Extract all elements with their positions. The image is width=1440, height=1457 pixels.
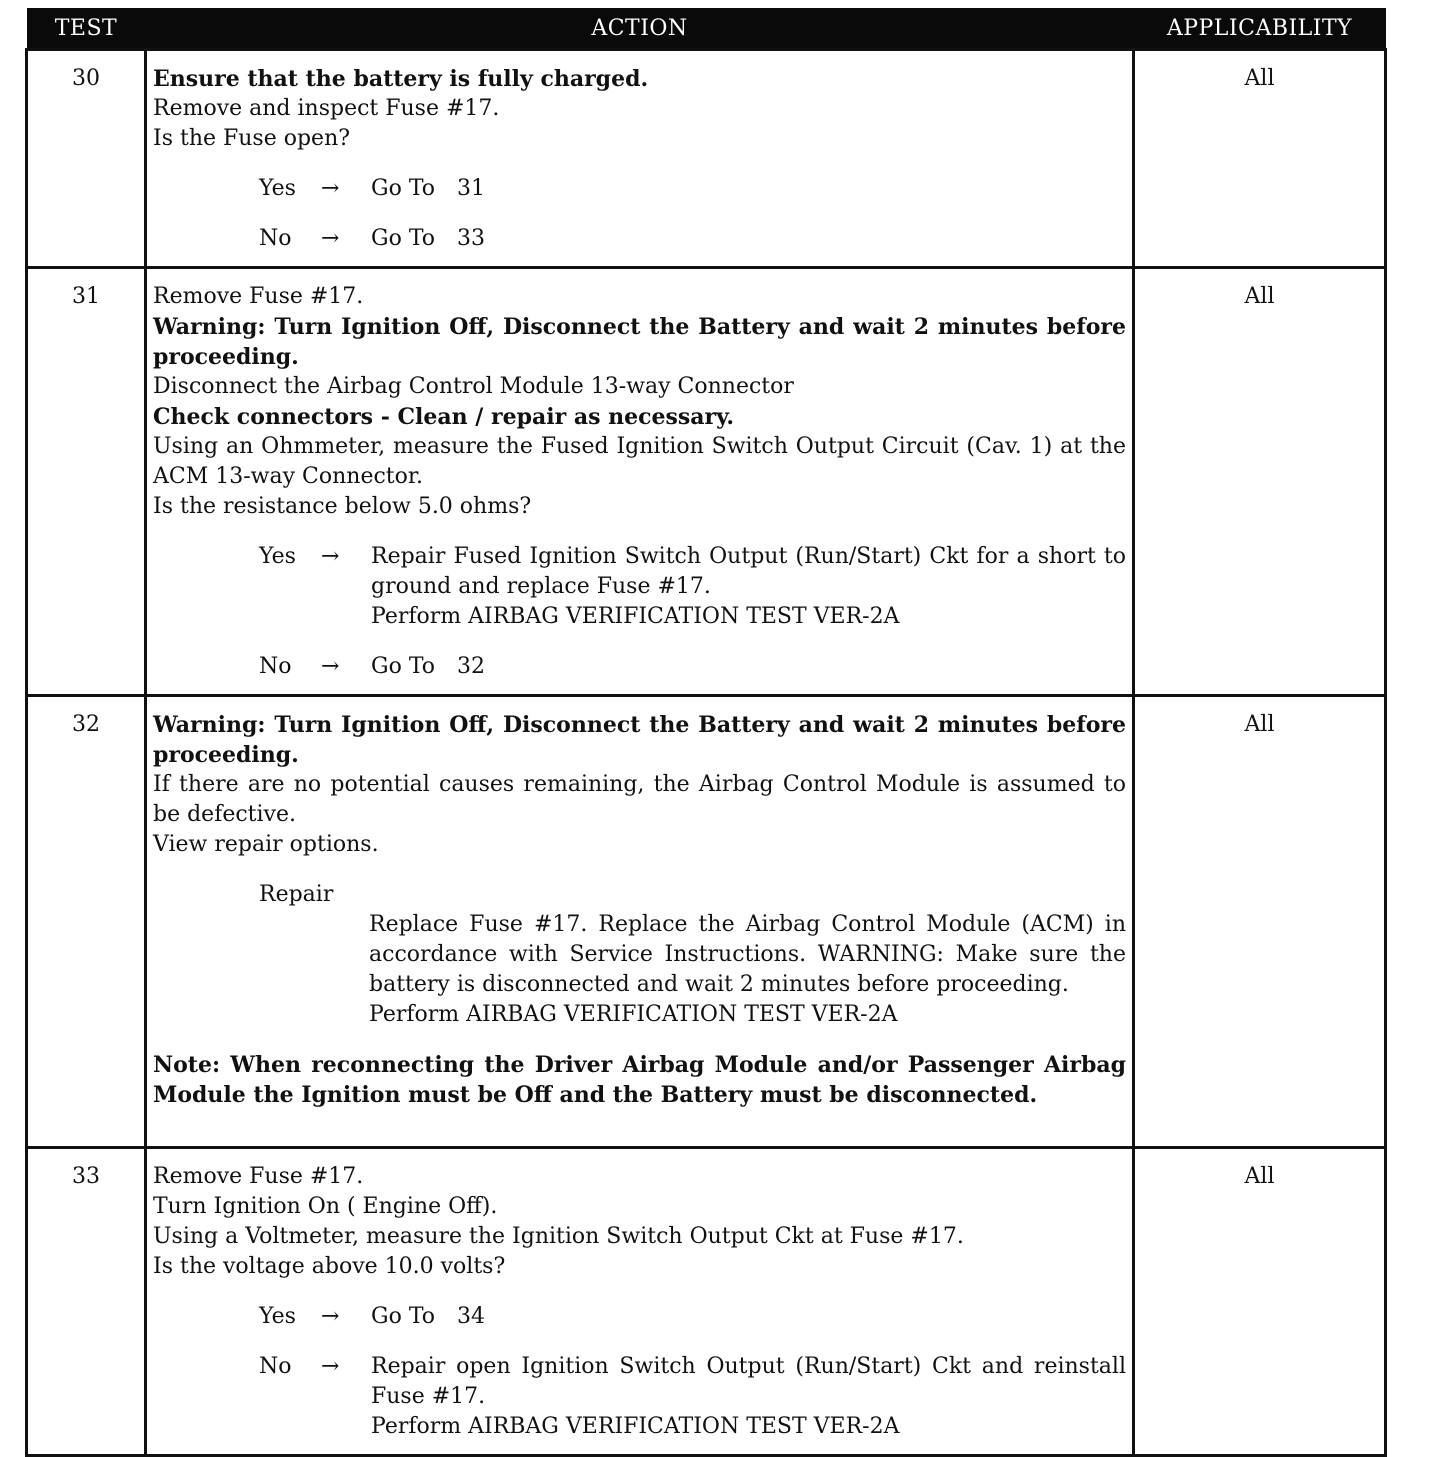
arrow-right-icon: → bbox=[321, 654, 340, 679]
perform-verification-text: Perform AIRBAG VERIFICATION TEST VER-2A bbox=[371, 604, 900, 629]
perform-verification-text: Perform AIRBAG VERIFICATION TEST VER-2A bbox=[371, 1414, 900, 1439]
header-action: ACTION bbox=[146, 8, 1134, 50]
goto-label: Go To bbox=[371, 176, 436, 201]
applicability-value: All bbox=[1134, 50, 1386, 268]
action-line: Ensure that the battery is fully charged. bbox=[153, 66, 649, 92]
action-line: Remove and inspect Fuse #17. bbox=[153, 96, 500, 121]
goto-number: 33 bbox=[457, 226, 486, 251]
table-header-row bbox=[27, 8, 1386, 50]
no-label: No bbox=[259, 654, 292, 679]
action-cell bbox=[146, 1148, 1134, 1456]
yes-label: Yes bbox=[259, 544, 296, 569]
goto-number: 31 bbox=[457, 176, 486, 201]
action-line: Disconnect the Airbag Control Module 13-way Connector bbox=[153, 374, 794, 399]
no-action-text: Repair open Ignition Switch Output (Run/Start) Ckt and reinstall Fuse #17. bbox=[371, 1354, 1126, 1409]
repair-label: Repair bbox=[259, 882, 334, 907]
goto-label: Go To bbox=[371, 1304, 436, 1329]
action-line: Is the Fuse open? bbox=[153, 126, 351, 151]
yes-branch bbox=[259, 174, 1126, 204]
note-text: Note: When reconnecting the Driver Airbag Module and/or Passenger Airbag Module the Ignition must be Off and the Battery must be disconnected. bbox=[153, 1052, 1126, 1108]
action-line: Turn Ignition On ( Engine Off). bbox=[153, 1194, 498, 1219]
action-line: Is the resistance below 5.0 ohms? bbox=[153, 494, 532, 519]
action-cell bbox=[146, 268, 1134, 696]
action-line: Is the voltage above 10.0 volts? bbox=[153, 1254, 506, 1279]
arrow-right-icon: → bbox=[321, 176, 340, 201]
no-branch bbox=[259, 224, 1126, 254]
goto-number: 32 bbox=[457, 654, 486, 679]
yes-label: Yes bbox=[259, 176, 296, 201]
perform-verification-text: Perform AIRBAG VERIFICATION TEST VER-2A bbox=[369, 1002, 898, 1027]
applicability-value: All bbox=[1134, 268, 1386, 696]
no-branch bbox=[259, 652, 1126, 682]
action-line: View repair options. bbox=[153, 832, 379, 857]
warning-text: Warning: Turn Ignition Off, Disconnect the Battery and wait 2 minutes before proceeding. bbox=[153, 712, 1126, 768]
diagnostic-test-sheet bbox=[25, 8, 1387, 1457]
warning-text: Warning: Turn Ignition Off, Disconnect the Battery and wait 2 minutes before proceeding. bbox=[153, 314, 1126, 370]
action-cell bbox=[146, 50, 1134, 268]
table-row bbox=[27, 1148, 1386, 1456]
action-cell bbox=[146, 696, 1134, 1148]
arrow-right-icon: → bbox=[321, 226, 340, 251]
goto-number: 34 bbox=[457, 1304, 486, 1329]
table-row bbox=[27, 50, 1386, 268]
action-line: Remove Fuse #17. bbox=[153, 1164, 364, 1189]
header-applicability: APPLICABILITY bbox=[1134, 8, 1386, 50]
yes-label: Yes bbox=[259, 1304, 296, 1329]
yes-action-text: Repair Fused Ignition Switch Output (Run/Start) Ckt for a short to ground and replace Fuse #17. bbox=[371, 544, 1126, 599]
arrow-right-icon: → bbox=[321, 1354, 340, 1379]
action-line: Using an Ohmmeter, measure the Fused Ignition Switch Output Circuit (Cav. 1) at the ACM 13-way Connector. bbox=[153, 434, 1126, 489]
yes-branch bbox=[259, 1302, 1126, 1332]
action-line: Remove Fuse #17. bbox=[153, 284, 364, 309]
no-label: No bbox=[259, 226, 292, 251]
repair-text: Replace Fuse #17. Replace the Airbag Control Module (ACM) in accordance with Service Instructions. WARNING: Make sure the battery is disconnected and wait 2 minutes before proceeding. bbox=[369, 912, 1126, 997]
no-label: No bbox=[259, 1354, 292, 1379]
action-line: If there are no potential causes remaining, the Airbag Control Module is assumed to be defective. bbox=[153, 772, 1126, 827]
test-number: 32 bbox=[27, 696, 146, 1148]
yes-branch bbox=[259, 542, 1126, 632]
test-number: 33 bbox=[27, 1148, 146, 1456]
no-branch bbox=[259, 1352, 1126, 1442]
table-row bbox=[27, 696, 1386, 1148]
arrow-right-icon: → bbox=[321, 544, 340, 569]
applicability-value: All bbox=[1134, 696, 1386, 1148]
diagnostic-table bbox=[25, 8, 1387, 1457]
action-line: Using a Voltmeter, measure the Ignition Switch Output Ckt at Fuse #17. bbox=[153, 1224, 964, 1249]
goto-label: Go To bbox=[371, 654, 436, 679]
table-row bbox=[27, 268, 1386, 696]
goto-label: Go To bbox=[371, 226, 436, 251]
test-number: 30 bbox=[27, 50, 146, 268]
applicability-value: All bbox=[1134, 1148, 1386, 1456]
header-test: TEST bbox=[27, 8, 146, 50]
arrow-right-icon: → bbox=[321, 1304, 340, 1329]
test-number: 31 bbox=[27, 268, 146, 696]
action-line: Check connectors - Clean / repair as necessary. bbox=[153, 404, 735, 430]
